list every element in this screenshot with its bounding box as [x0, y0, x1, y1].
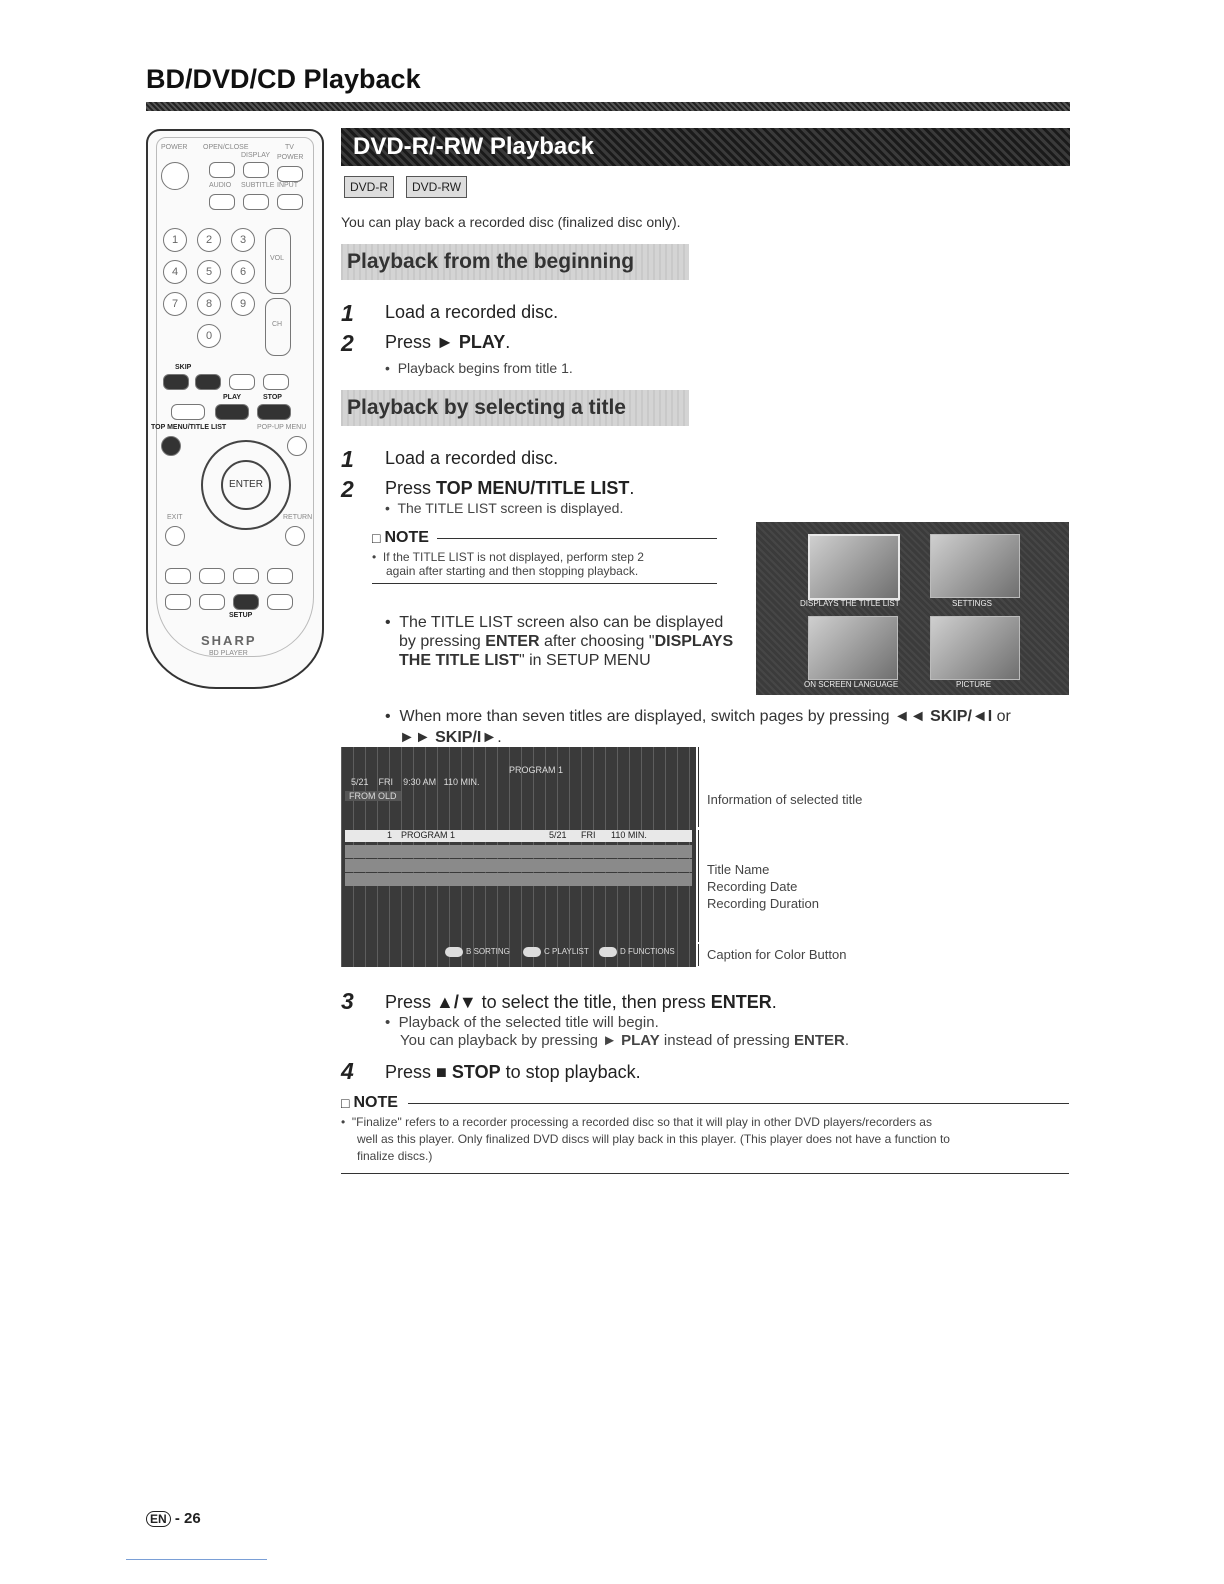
number-button-4: 4 [163, 260, 187, 284]
tl-color-key: B [466, 947, 472, 957]
title-list-screenshot [341, 747, 696, 967]
step-text-part: Press [385, 1062, 437, 1082]
note-box [341, 1094, 1069, 1174]
number-button-7: 7 [163, 292, 187, 316]
callout-info: Information of selected title [707, 792, 863, 807]
step-number: 4 [341, 1058, 354, 1084]
note-header [341, 1094, 1069, 1112]
heading-playback-from-beginning: Playback from the beginning [341, 244, 689, 280]
tl-row [345, 859, 692, 872]
play-button-name: PLAY [458, 332, 506, 352]
popup-menu-button [287, 436, 307, 456]
tl-selected-row [345, 830, 692, 842]
callout-title-name: Title Name [707, 862, 770, 877]
setup-menu-label: ON SCREEN LANGUAGE [804, 680, 899, 689]
remote-label-subtitle: SUBTITLE [241, 182, 275, 189]
fast-forward-button [263, 374, 289, 390]
alt-line-text: by pressing [399, 633, 486, 650]
remote-label-model: BD PLAYER [209, 650, 248, 657]
callout-bracket-row [694, 830, 699, 942]
tl-row-name: PROGRAM 1 [401, 830, 456, 840]
callout-caption: Caption for Color Button [707, 947, 847, 962]
tl-row-number: 1 [387, 830, 393, 840]
remote-label-skip: SKIP [175, 364, 192, 371]
exit-button [165, 526, 185, 546]
note-text: • If the TITLE LIST is not displayed, perform step 2 [372, 550, 644, 564]
tl-info-row [351, 777, 479, 787]
alt-line-1: • The TITLE LIST screen also can be displayed [385, 614, 724, 631]
number-button-5: 5 [197, 260, 221, 284]
color-button-a [165, 568, 191, 584]
setup-menu-icon-settings [930, 534, 1020, 598]
audio-button [209, 194, 235, 210]
return-button [285, 526, 305, 546]
extra-button-4 [267, 594, 293, 610]
remote-body [151, 137, 314, 657]
heading-playback-by-title: Playback by selecting a title [341, 390, 689, 426]
setup-item-name: DISPLAYS [654, 633, 734, 650]
remote-label-popup: POP-UP MENU [257, 424, 307, 431]
page-title: BD/DVD/CD Playback [146, 64, 421, 94]
remote-label-power: POWER [161, 144, 188, 151]
skip-forward-button [195, 374, 221, 390]
setup-menu-label: SETTINGS [952, 599, 993, 608]
tl-color-label: PLAYLIST [552, 947, 589, 957]
step-text [385, 1062, 641, 1083]
remote-label-tv-power: POWER [277, 154, 304, 161]
extra-button-2 [199, 594, 225, 610]
note-icon: □ [372, 530, 381, 546]
note-box [372, 529, 717, 584]
color-button-b [199, 568, 225, 584]
alt-line-text: after choosing " [539, 633, 655, 650]
page-number-text: - 26 [174, 1510, 201, 1527]
note-title: NOTE [353, 1094, 398, 1111]
step-text: Load a recorded disc. [385, 302, 559, 322]
setup-menu-label: DISPLAYS THE TITLE LIST [800, 599, 900, 608]
step-text-part: to select the title, then press [476, 992, 711, 1012]
alt-line-2 [385, 632, 733, 651]
stop-button-name: STOP [451, 1062, 501, 1082]
callout-bracket-caption [694, 944, 699, 966]
enter-button-name: ENTER [794, 1032, 845, 1049]
note-bottom-rule [372, 583, 717, 584]
tl-color-button-c [523, 947, 589, 957]
tl-color-button-b [445, 947, 510, 957]
enter-button-name: ENTER [485, 633, 540, 650]
bullet-item: • The TITLE LIST screen is displayed. [385, 500, 624, 516]
step-text [385, 992, 777, 1013]
play-icon: ► [436, 332, 454, 352]
remote-label-vol: VOL [270, 255, 285, 262]
subtitle-button [243, 194, 269, 210]
alt-method-bullet [385, 613, 733, 670]
step-text-part: Press [385, 332, 437, 352]
tl-color-label: SORTING [473, 947, 510, 957]
step-text-part: Press [385, 478, 437, 498]
enter-button-name: ENTER [710, 992, 772, 1012]
remote-label-ch: CH [272, 321, 283, 328]
note-bottom-rule [341, 1173, 1069, 1174]
step-text [385, 332, 510, 353]
power-button-icon [161, 162, 189, 190]
color-button-d [267, 568, 293, 584]
page-number [146, 1510, 201, 1527]
badge-dvd-rw: DVD-RW [406, 176, 467, 198]
remote-label-open-close: OPEN/CLOSE [203, 144, 249, 151]
remote-label-audio: AUDIO [209, 182, 232, 189]
number-button-6: 6 [231, 260, 255, 284]
bullet-text: . [844, 1032, 850, 1049]
callout-recording-date: Recording Date [707, 879, 798, 894]
skip-back-icon: ◄◄ [893, 708, 926, 725]
number-button-9: 9 [231, 292, 255, 316]
remote-label-exit: EXIT [167, 514, 183, 521]
remote-label-play: PLAY [223, 394, 242, 401]
language-badge: EN [146, 1511, 171, 1527]
tv-power-button [277, 166, 303, 182]
skip-back-button [163, 374, 189, 390]
play-icon: ► [602, 1032, 617, 1049]
tl-info-date: 5/21 [351, 777, 369, 787]
tl-color-dot [599, 947, 617, 957]
paging-bullet [385, 706, 1011, 748]
remote-label-stop: STOP [263, 394, 282, 401]
tl-row-duration: 110 MIN. [611, 830, 647, 840]
number-button-8: 8 [197, 292, 221, 316]
tl-row [345, 873, 692, 886]
callout-bracket-info [694, 747, 699, 827]
brand-logo: SHARP [201, 633, 257, 648]
paging-text: or [992, 708, 1011, 725]
tl-color-button-d [599, 947, 675, 957]
step-text [385, 478, 634, 499]
remote-label-top-menu: TOP MENU/TITLE LIST [151, 424, 227, 431]
bullet-text: You can playback by pressing [400, 1032, 603, 1049]
step-text: Load a recorded disc. [385, 448, 559, 468]
tl-info-day: FRI [378, 777, 394, 787]
note-title: NOTE [384, 529, 429, 546]
paging-text: When more than seven titles are displayed, switch pages by pressing [399, 708, 894, 725]
tl-color-dot [523, 947, 541, 957]
section-intro: You can play back a recorded disc (finalized disc only). [341, 214, 681, 230]
skip-back-name: SKIP/◄I [930, 708, 993, 725]
channel-rocker [265, 298, 291, 356]
remote-label-input: INPUT [277, 182, 298, 189]
alt-line-text: " in SETUP MENU [519, 652, 651, 669]
number-button-1: 1 [163, 228, 187, 252]
step-text-part: Press [385, 992, 437, 1012]
step-number: 2 [341, 476, 354, 502]
section-title: DVD-R/-RW Playback [341, 128, 1070, 166]
bullet-text: Playback begins from title 1. [397, 360, 573, 376]
callout-recording-duration: Recording Duration [707, 896, 820, 911]
note-header [372, 529, 717, 547]
bullet-text: The TITLE LIST screen is displayed. [397, 500, 624, 516]
bullet-text: Playback of the selected title will begin. [398, 1014, 659, 1031]
remote-control-illustration [146, 129, 324, 689]
tl-info-duration: 110 MIN. [443, 777, 480, 787]
enter-button: ENTER [221, 460, 271, 510]
stop-icon: ■ [436, 1062, 447, 1082]
setup-menu-icon-language [808, 616, 898, 680]
note-line: If the TITLE LIST is not displayed, perform step 2 [382, 550, 644, 564]
setup-item-name: THE TITLE LIST [399, 652, 519, 669]
rewind-button [229, 374, 255, 390]
setup-menu-screenshot [756, 522, 1069, 695]
note-line: well as this player. Only finalized DVD discs will play back in this player. (This player does not have a function to [357, 1132, 950, 1146]
paging-line-2 [385, 727, 1011, 748]
step-text-part: . [771, 992, 777, 1012]
step-text-part: . [505, 332, 511, 352]
remote-label-display: DISPLAY [241, 152, 271, 159]
step-text-part: to stop playback. [500, 1062, 641, 1082]
color-button-c [233, 568, 259, 584]
remote-label-tv: TV [285, 144, 294, 151]
footer-rule [126, 1559, 267, 1560]
paging-line-1: • When more than seven titles are displayed, switch pages by pressing ◄◄ SKIP/◄I or [385, 708, 1011, 725]
tl-row-day: FRI [581, 830, 596, 840]
tl-info-time: 9:30 AM [403, 777, 437, 787]
bullet-item: • Playback of the selected title will begin. [385, 1014, 659, 1031]
alt-line-text: The TITLE LIST screen also can be displayed [399, 614, 724, 631]
number-button-2: 2 [197, 228, 221, 252]
step-text-part: . [629, 478, 635, 498]
header-rule [146, 102, 1070, 111]
step-number: 1 [341, 446, 354, 472]
step-number: 1 [341, 300, 354, 326]
note-line: finalize discs.) [357, 1149, 433, 1163]
stop-button [257, 404, 291, 420]
tl-color-dot [445, 947, 463, 957]
volume-rocker [265, 228, 291, 294]
skip-forward-name: SKIP/I► [435, 729, 498, 746]
note-rule [437, 538, 717, 539]
tl-color-key: C [544, 947, 550, 957]
tl-row-date: 5/21 [549, 830, 567, 840]
bullet-text: instead of pressing [659, 1032, 794, 1049]
note-icon: □ [341, 1095, 350, 1111]
number-button-3: 3 [231, 228, 255, 252]
extra-button-1 [165, 594, 191, 610]
tl-info-name: PROGRAM 1 [509, 765, 564, 775]
remote-label-return: RETURN [283, 514, 313, 521]
up-down-icon: ▲/▼ [436, 992, 477, 1012]
step-number: 2 [341, 330, 354, 356]
open-close-button [209, 162, 235, 178]
pause-button [171, 404, 205, 420]
tl-color-label: FUNCTIONS [628, 947, 675, 957]
setup-menu-label: PICTURE [956, 680, 992, 689]
setup-menu-icon-picture [930, 616, 1020, 680]
display-button [243, 162, 269, 178]
note-line: "Finalize" refers to a recorder processing a recorded disc so that it will play in other DVD players/recorders as [351, 1115, 932, 1129]
note-line: again after starting and then stopping playback. [386, 564, 639, 578]
input-button [277, 194, 303, 210]
paging-text: . [497, 729, 502, 746]
setup-button [233, 594, 259, 610]
badge-dvd-r: DVD-R [344, 176, 394, 198]
number-button-0: 0 [197, 324, 221, 348]
top-menu-button-name: TOP MENU/TITLE LIST [436, 478, 630, 498]
note-rule [408, 1103, 1069, 1104]
top-menu-button [161, 436, 181, 456]
play-button [215, 404, 249, 420]
tl-color-key: D [620, 947, 626, 957]
skip-forward-icon: ►► [399, 729, 431, 746]
tl-info-source: FROM OLD [345, 791, 401, 801]
play-button-name: PLAY [621, 1032, 660, 1049]
alt-line-3 [385, 651, 733, 670]
bullet-item: • Playback begins from title 1. [385, 360, 573, 376]
tl-row [345, 845, 692, 858]
bullet-continuation [400, 1032, 849, 1049]
remote-label-setup: SETUP [229, 612, 253, 619]
step-number: 3 [341, 988, 354, 1014]
setup-menu-icon-title-list [808, 534, 900, 600]
note-text: • "Finalize" refers to a recorder processing a recorded disc so that it will play in other DVD players/recorders as [341, 1115, 932, 1129]
